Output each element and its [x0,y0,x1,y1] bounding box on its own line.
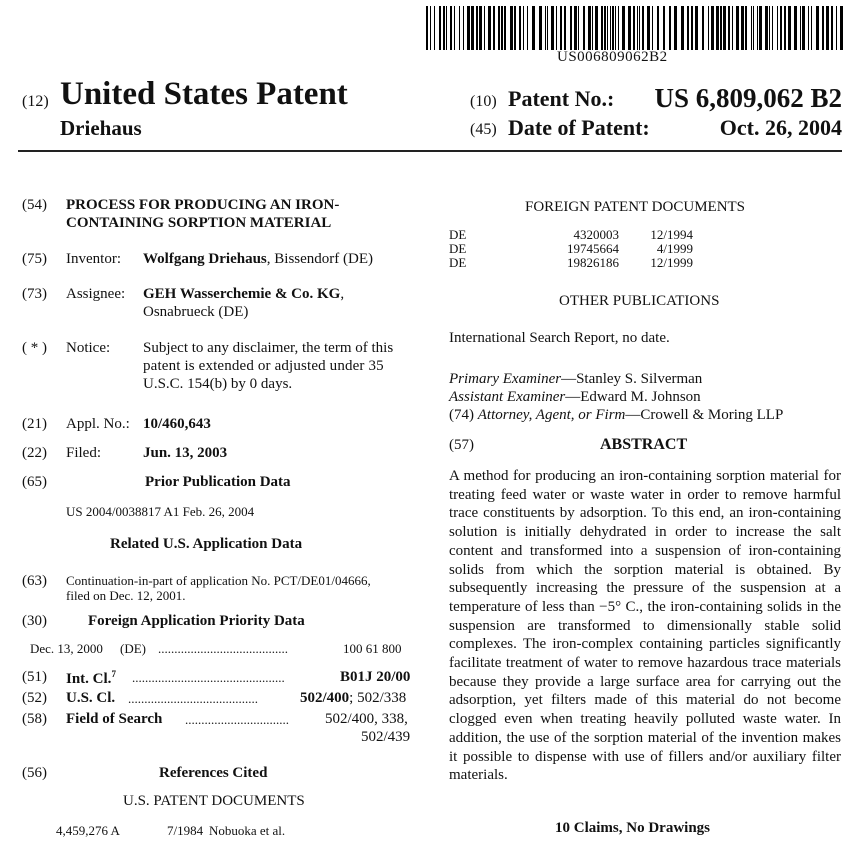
barcode-bar [784,6,786,50]
barcode-bar [736,6,739,50]
code-51: (51) [22,669,47,685]
other-publication-entry: International Search Report, no date. [449,330,670,346]
us-reference-date: 7/1984 [167,823,204,838]
barcode-bar [633,6,635,50]
priority-country: (DE) [120,641,146,656]
int-cl-label [66,669,116,688]
barcode-bar [741,6,744,50]
priority-number: 100 61 800 [343,641,402,656]
barcode-bar [484,6,485,50]
code-65: (65) [22,474,47,490]
table-row [449,256,693,270]
foreign-patent-table [449,228,693,270]
table-row [449,242,693,256]
appl-no-label: Appl. No.: [66,416,130,432]
inventor-location: , Bissendorf (DE) [266,251,373,267]
barcode-bar [822,6,824,50]
barcode-number: US006809062B2 [557,49,668,65]
continuation-line-1: Continuation-in-part of application No. PCT/DE01/04666, [66,573,371,588]
notice-label: Notice: [66,340,111,356]
barcode-bar [454,6,455,50]
barcode-bar [723,6,726,50]
assistant-examiner-name: —Edward M. Johnson [565,389,701,405]
barcode-bar [527,6,528,50]
assignee-label: Assignee: [66,286,126,302]
barcode-bar [637,6,638,50]
barcode-bar [647,6,650,50]
priority-date: Dec. 13, 2000 [30,641,103,656]
field-of-search-dots: ................................ [185,712,289,727]
barcode-bar [745,6,747,50]
code-30: (30) [22,613,47,629]
barcode-bar [612,6,614,50]
barcode-bar [708,6,709,50]
inventor-label: Inventor: [66,251,121,267]
barcode-bar [510,6,513,50]
prior-publication-heading: Prior Publication Data [145,474,291,490]
barcode-bar [652,6,653,50]
code-21: (21) [22,416,47,432]
barcode-bar [574,6,577,50]
barcode-bar [450,6,452,50]
barcode-bar [615,6,616,50]
foreign-doc-date: 4/1999 [656,241,693,256]
barcode-bar [674,6,677,50]
title-line-2: CONTAINING SORPTION MATERIAL [66,215,332,231]
barcode-bar [831,6,833,50]
barcode-bar [687,6,689,50]
header-divider [18,150,842,152]
barcode-bar [498,6,500,50]
table-row [449,228,693,242]
date-label: Date of Patent: [508,115,650,140]
patent-no-label: Patent No.: [508,86,615,111]
barcode-bar [560,6,562,50]
title-line-1: PROCESS FOR PRODUCING AN IRON- [66,197,340,213]
barcode-bar [479,6,482,50]
barcode-bar [588,6,591,50]
foreign-doc-date: 12/1999 [650,255,693,270]
field-of-search-label: Field of Search [66,711,163,727]
barcode-bar [539,6,542,50]
barcode-bar [501,6,503,50]
int-cl-superscript: 7 [111,669,116,679]
barcode-bar [443,6,445,50]
filed-label: Filed: [66,445,102,461]
barcode-bar [545,6,546,50]
code-45: (45) [470,121,497,138]
attorney-name: —Crowell & Moring LLP [625,407,784,423]
inventor-short-name: Driehaus [60,116,142,140]
barcode-bar [607,6,608,50]
abstract-heading: ABSTRACT [600,436,688,453]
code-notice: ( * ) [22,340,47,356]
code-12: (12) [22,93,49,110]
int-cl-text: Int. Cl. [66,671,112,687]
code-73: (73) [22,286,47,302]
barcode-bar [439,6,441,50]
priority-dots: ........................................ [158,641,288,656]
assignee-comma: , [340,286,345,302]
us-patent-documents-heading: U.S. PATENT DOCUMENTS [123,793,305,809]
barcode-bar [769,6,770,50]
code-54: (54) [22,197,47,213]
barcode-bar [800,6,801,50]
foreign-doc-number: 4320003 [573,227,619,242]
barcode-bar [459,6,460,50]
attorney-label: Attorney, Agent, or Firm [477,407,626,423]
barcode-bar [728,6,730,50]
foreign-doc-number: 19826186 [567,255,619,270]
code-56: (56) [22,765,47,781]
assistant-examiner-label: Assistant Examiner [449,389,566,405]
barcode-bar [430,6,431,50]
barcode-bar [826,6,829,50]
barcode-bar [547,6,548,50]
barcode-bar [610,6,611,50]
barcode-bar [426,6,428,50]
barcode-bar [663,6,665,50]
related-application-heading: Related U.S. Application Data [110,536,303,552]
barcode-bar [514,6,516,50]
abstract-text: A method for producing an iron-containing sorption material for treating feed water or waste water in order to remove harmful trace constituents by adsorption. To this end, an iron-containing solution is initially dehydrated in order to increase the salt content and transformed into a suspension of iron-containing solids from which the sorption material is obtained. By subsequently increasing the pressure of the suspension at a temperature of less than −5° C., the iron-containing solids in the suspension are transformed to dimensionally stable solid complexes. The iron-complex containing particles significantly facilitate treatment of water to remove hazardous trace materials because they provide a large surface area for carrying out the adsorption, yet filters made of this material do not become clogged even when treating heavily polluted waste water. In addition, the use of the sorption material of the invention makes it possible to dispense with use of fillers and/or auxiliary filter materials. [449,468,841,784]
barcode-bar [732,6,733,50]
barcode-bar [836,6,837,50]
barcode-bar [681,6,684,50]
assistant-examiner [449,389,701,406]
barcode-bar [780,6,782,50]
barcode-bar [720,6,722,50]
code-75: (75) [22,251,47,267]
code-74: (74) [449,407,474,423]
inventor-name: Wolfgang Driehaus [143,251,267,267]
field-of-search-line-2: 502/439 [361,729,411,745]
barcode-bar [716,6,719,50]
references-cited-heading: References Cited [159,765,268,781]
barcode [426,6,844,50]
barcode-bar [840,6,843,50]
barcode-bar [564,6,566,50]
barcode-bar [753,6,754,50]
us-reference-number: 4,459,276 A [56,823,120,838]
barcode-bar [618,6,619,50]
foreign-patent-documents-heading: FOREIGN PATENT DOCUMENTS [525,199,746,215]
code-52: (52) [22,690,47,706]
field-of-search-line-1: 502/400, 338, [325,711,408,727]
notice-line-1: Subject to any disclaimer, the term of this [143,340,394,356]
barcode-bar [467,6,470,50]
barcode-bar [556,6,557,50]
primary-examiner [449,371,702,388]
barcode-bar [488,6,491,50]
barcode-bar [642,6,644,50]
barcode-bar [777,6,778,50]
barcode-bar [519,6,521,50]
barcode-bar [446,6,447,50]
primary-examiner-name: —Stanley S. Silverman [561,371,703,387]
barcode-bar [788,6,791,50]
other-publications-heading: OTHER PUBLICATIONS [559,293,720,309]
int-cl-value: B01J 20/00 [340,669,411,685]
barcode-bar [628,6,631,50]
barcode-bar [751,6,752,50]
barcode-bar [532,6,535,50]
barcode-bar [757,6,758,50]
code-57: (57) [449,437,474,453]
barcode-bar [592,6,593,50]
us-reference-name: Nobuoka et al. [209,823,286,838]
barcode-bar [504,6,506,50]
foreign-doc-country: DE [449,255,467,270]
code-22: (22) [22,445,47,461]
barcode-bar [493,6,495,50]
barcode-bar [639,6,640,50]
barcode-bar [476,6,478,50]
barcode-bar [816,6,819,50]
barcode-bar [657,6,659,50]
assignee-name: GEH Wasserchemie & Co. KG [143,286,341,302]
us-cl-rest: ; 502/338 [349,690,407,706]
foreign-doc-number: 19745664 [567,241,619,256]
barcode-bar [759,6,762,50]
us-cl-value [300,690,406,707]
us-cl-dots: ........................................ [128,691,258,706]
barcode-bar [772,6,773,50]
foreign-priority-heading: Foreign Application Priority Data [88,613,305,629]
barcode-bar [711,6,714,50]
attorney-line [449,407,783,424]
barcode-bar [595,6,598,50]
int-cl-dots: ............................................... [132,670,285,685]
filed-date: Jun. 13, 2003 [143,445,228,461]
barcode-bar [471,6,474,50]
barcode-bar [811,6,812,50]
patent-date: Oct. 26, 2004 [719,115,842,140]
foreign-doc-country: DE [449,227,467,242]
inventor-entry [143,251,373,268]
appl-no-value: 10/460,643 [143,416,211,432]
barcode-bar [578,6,579,50]
barcode-bar [765,6,768,50]
barcode-bar [551,6,554,50]
barcode-bar [702,6,704,50]
barcode-bar [463,6,464,50]
code-10: (10) [470,93,497,110]
barcode-bar [601,6,603,50]
code-58: (58) [22,711,47,727]
barcode-bar [691,6,693,50]
prior-publication-entry: US 2004/0038817 A1 Feb. 26, 2004 [66,504,255,519]
patent-number: US 6,809,062 B2 [654,83,842,113]
barcode-bar [523,6,524,50]
barcode-bar [695,6,698,50]
notice-line-3: U.S.C. 154(b) by 0 days. [143,376,293,392]
barcode-bar [604,6,606,50]
continuation-line-2: filed on Dec. 12, 2001. [66,588,186,603]
foreign-doc-country: DE [449,241,467,256]
us-cl-main: 502/400 [300,690,350,706]
code-63: (63) [22,573,47,589]
barcode-bar [622,6,625,50]
barcode-bar [808,6,809,50]
foreign-doc-date: 12/1994 [650,227,693,242]
assignee-entry [143,286,344,303]
document-title: United States Patent [60,76,348,112]
claims-summary: 10 Claims, No Drawings [555,820,711,836]
notice-line-2: patent is extended or adjusted under 35 [143,358,384,374]
barcode-bar [570,6,572,50]
primary-examiner-label: Primary Examiner [449,371,562,387]
us-cl-label: U.S. Cl. [66,690,116,706]
barcode-bar [802,6,805,50]
barcode-bar [669,6,671,50]
barcode-bar [583,6,585,50]
barcode-bar [434,6,435,50]
barcode-bar [794,6,797,50]
assignee-location: Osnabrueck (DE) [143,304,249,320]
